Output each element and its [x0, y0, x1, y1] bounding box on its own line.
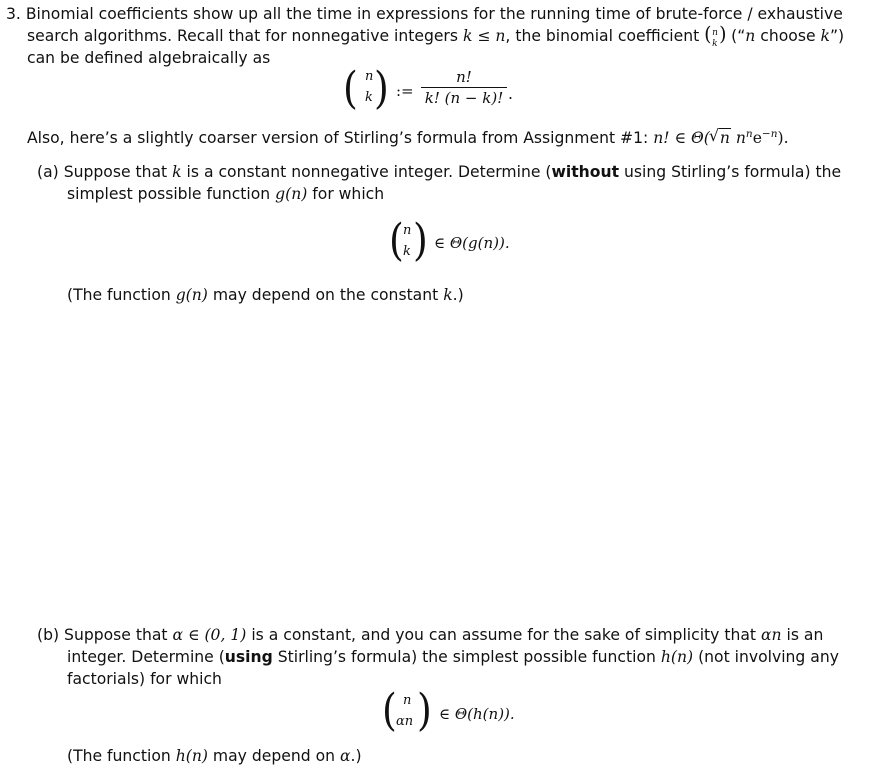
- part-b-line-2: [67, 647, 839, 667]
- part-a-note-b: may depend on the constant: [207, 286, 444, 304]
- part-a-note-k: k: [443, 286, 453, 304]
- part-b-text-1b: is a constant, and you can assume for the sake of simplicity that: [246, 626, 761, 644]
- part-a-note-g: g(n): [175, 286, 208, 304]
- part-b-alpha: α ∈ (0, 1): [172, 626, 247, 644]
- def-period: .: [508, 85, 513, 103]
- part-a-label: (a): [37, 163, 59, 181]
- part-a-line-1: [37, 162, 841, 182]
- assign-symbol: :=: [396, 82, 414, 100]
- sqrt-arg: n: [719, 129, 730, 147]
- part-b-note-a: (The function: [67, 747, 176, 765]
- problem-line-2: [27, 22, 845, 49]
- part-a-line-2: [67, 184, 384, 204]
- part-b-text-2c: (not involving any: [693, 648, 839, 666]
- part-a-text-2b: for which: [307, 185, 385, 203]
- problem-number: 3.: [6, 5, 21, 23]
- def-binom-top: n: [365, 69, 374, 84]
- stirling-line: [27, 124, 789, 148]
- part-b-note-c: .): [350, 747, 362, 765]
- binom-bottom: k: [712, 39, 718, 49]
- part-b-text-3: factorials) for which: [67, 670, 222, 688]
- math-n: n: [745, 27, 756, 45]
- intro-text-2b: , the binomial coefficient: [505, 27, 705, 45]
- part-b-binom-bottom: αn: [396, 714, 414, 729]
- part-b-an: αn: [760, 626, 782, 644]
- definition-binomial: ( n k ): [343, 62, 389, 114]
- intro-text-1: Binomial coefficients show up all the time in expressions for the running time of brute-force / exhaustive: [25, 5, 843, 23]
- part-b-note-h: h(n): [175, 747, 208, 765]
- part-a-binom-top: n: [403, 223, 412, 238]
- intro-text-3: can be defined algebraically as: [27, 49, 271, 67]
- stirling-text: Also, here’s a slightly coarser version of Stirling’s formula from Assignment #1:: [27, 129, 654, 147]
- fraction-denominator: k! (n − k)!: [424, 89, 504, 107]
- part-b-line-3: [67, 669, 222, 689]
- intro-text-2e: ”): [829, 27, 845, 45]
- stirling-e: e: [752, 129, 762, 147]
- part-a-note-a: (The function: [67, 286, 176, 304]
- math-k-le-n: k ≤ n: [462, 27, 506, 45]
- part-b-note-b: may depend on: [207, 747, 340, 765]
- def-binom-bottom: k: [365, 90, 373, 105]
- part-a-text-1c: using Stirling’s formula) the: [619, 163, 842, 181]
- part-a-binomial: ( n k ): [389, 214, 428, 266]
- binom-top: n: [712, 28, 718, 38]
- part-a-theta: ∈ Θ(g(n)).: [434, 234, 510, 252]
- intro-text-2c: (“: [726, 27, 746, 45]
- part-b-text-2b: Stirling’s formula) the simplest possible function: [272, 648, 661, 666]
- part-b-label: (b): [37, 626, 60, 644]
- stirling-end: ).: [777, 129, 789, 147]
- part-a-g: g(n): [275, 185, 308, 203]
- part-a-k: k: [172, 163, 182, 181]
- stirling-n: n: [730, 129, 746, 147]
- part-b-h: h(n): [660, 648, 694, 666]
- part-b-bold-using: using: [224, 648, 273, 666]
- problem-line-3: [27, 48, 270, 68]
- part-a-bold-without: without: [551, 163, 620, 181]
- part-a-binom-bottom: k: [403, 244, 411, 259]
- part-b-text-1c: is an: [781, 626, 824, 644]
- part-b-note: [67, 746, 362, 766]
- part-b-note-alpha: α: [339, 747, 351, 765]
- part-a-note-c: .): [452, 286, 464, 304]
- stirling-exp-2: −n: [761, 128, 778, 140]
- sqrt-n: [710, 128, 731, 148]
- part-a-note: [67, 285, 464, 305]
- part-a-text-1a: Suppose that: [63, 163, 173, 181]
- intro-text-2d: choose: [755, 27, 821, 45]
- part-b-binomial: ( n αn ): [382, 684, 432, 736]
- part-b-line-1: [37, 625, 823, 645]
- part-b-theta: ∈ Θ(h(n)).: [439, 705, 515, 723]
- fraction-numerator: n!: [456, 68, 472, 86]
- part-b-text-1a: Suppose that: [64, 626, 173, 644]
- part-b-text-2a: integer. Determine (: [67, 648, 225, 666]
- stirling-lhs: n! ∈ Θ(: [653, 129, 710, 147]
- inline-binomial: ( n k ): [704, 27, 726, 45]
- math-k: k: [820, 27, 830, 45]
- intro-text-2a: search algorithms. Recall that for nonnegative integers: [27, 27, 463, 45]
- part-a-text-1b: is a constant nonnegative integer. Determine (: [181, 163, 552, 181]
- definition-fraction: [421, 68, 507, 107]
- part-b-binom-top: n: [403, 693, 412, 708]
- stirling-exp-1: n: [745, 128, 753, 140]
- problem-line-1: [6, 4, 843, 24]
- part-a-text-2a: simplest possible function: [67, 185, 276, 203]
